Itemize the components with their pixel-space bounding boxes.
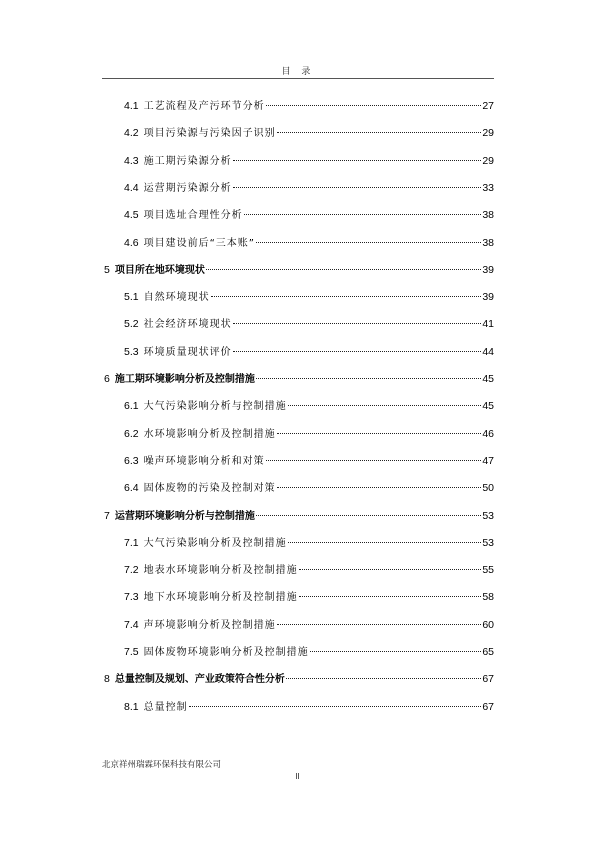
toc-dot-leader: [256, 378, 481, 379]
toc-chapter-entry[interactable]: [104, 372, 494, 386]
toc-entry-number: 5.2: [124, 318, 139, 331]
toc-dot-leader: [266, 105, 482, 106]
toc-dot-leader: [256, 515, 481, 516]
toc-entry-page: 33: [482, 181, 494, 194]
toc-entry-title: 施工期污染源分析: [143, 155, 232, 167]
toc-entry-page: 67: [482, 700, 494, 713]
page-header-title: 目 录: [281, 67, 315, 77]
toc-entry-page: 60: [482, 618, 494, 631]
toc-entry-number: 6.1: [124, 400, 139, 413]
toc-section-entry[interactable]: [124, 290, 494, 304]
toc-dot-leader: [266, 460, 482, 461]
toc-entry-number: 6: [104, 373, 110, 385]
toc-entry-page: 53: [482, 509, 494, 522]
toc-chapter-entry[interactable]: [104, 672, 494, 686]
toc-dot-leader: [256, 242, 481, 243]
toc-entry-title: 社会经济环境现状: [143, 319, 232, 331]
toc-entry-number: 6.2: [124, 427, 139, 440]
toc-chapter-entry[interactable]: [104, 263, 494, 277]
toc-entry-title: 总量控制: [143, 701, 188, 713]
toc-dot-leader: [310, 651, 482, 652]
toc-entry-number: 5.3: [124, 345, 139, 358]
toc-section-entry[interactable]: [124, 208, 494, 222]
toc-entry-page: 38: [482, 209, 494, 222]
toc-entry-number: 4.4: [124, 181, 139, 194]
toc-section-entry[interactable]: [124, 481, 494, 495]
toc-section-entry[interactable]: [124, 427, 494, 441]
toc-entry-page: 47: [482, 454, 494, 467]
toc-entry-title: 地下水环境影响分析及控制措施: [143, 592, 298, 604]
toc-entry-number: 8.1: [124, 700, 139, 713]
toc-entry-page: 39: [482, 263, 494, 276]
toc-dot-leader: [288, 405, 482, 406]
toc-entry-page: 45: [482, 373, 494, 385]
toc-dot-leader: [277, 132, 482, 133]
toc-entry-number: 7.4: [124, 618, 139, 631]
toc-entry-title: 项目污染源与污染因子识别: [143, 128, 276, 140]
toc-section-entry[interactable]: [124, 645, 494, 659]
toc-entry-number: 5.1: [124, 291, 139, 304]
toc-entry-number: 4.1: [124, 100, 139, 112]
toc-dot-leader: [233, 187, 482, 188]
toc-section-entry[interactable]: [124, 317, 494, 331]
toc-entry-number: 6.3: [124, 454, 139, 467]
toc-entry-page: 67: [482, 673, 494, 686]
toc-dot-leader: [206, 269, 481, 270]
toc-entry-number: 7.1: [124, 536, 139, 549]
toc-entry-page: 44: [482, 345, 494, 358]
toc-section-entry[interactable]: [124, 99, 494, 113]
toc-entry-number: 7.5: [124, 646, 139, 658]
toc-entry-number: 5: [104, 263, 110, 276]
toc-entry-title: 声环境影响分析及控制措施: [143, 619, 276, 631]
toc-section-entry[interactable]: [124, 618, 494, 632]
toc-section-entry[interactable]: [124, 399, 494, 413]
toc-section-entry[interactable]: [124, 590, 494, 604]
toc-dot-leader: [299, 596, 482, 597]
toc-section-entry[interactable]: [124, 454, 494, 468]
toc-entry-page: 58: [482, 591, 494, 604]
toc-dot-leader: [233, 323, 482, 324]
toc-dot-leader: [189, 706, 482, 707]
toc-entry-title: 环境质量现状评价: [143, 346, 232, 358]
toc-dot-leader: [286, 678, 481, 679]
toc-dot-leader: [299, 569, 482, 570]
toc-entry-title: 项目建设前后“三本账”: [143, 237, 255, 249]
toc-entry-title: 项目选址合理性分析: [143, 210, 243, 222]
toc-entry-page: 39: [482, 291, 494, 304]
toc-entry-number: 8: [104, 673, 110, 686]
toc-entry-page: 29: [482, 154, 494, 167]
toc-entry-number: 4.3: [124, 154, 139, 167]
toc-entry-page: 53: [482, 536, 494, 549]
footer-company: 北京祥州瑞霖环保科技有限公司: [102, 760, 222, 770]
toc-entry-title: 工艺流程及产污环节分析: [143, 101, 265, 112]
toc-entry-page: 50: [482, 482, 494, 495]
toc-section-entry[interactable]: [124, 536, 494, 550]
toc-entry-title: 大气污染影响分析与控制措施: [143, 401, 287, 413]
toc-entry-title: 施工期环境影响分析及控制措施: [114, 374, 255, 385]
toc-dot-leader: [277, 624, 482, 625]
toc-entry-title: 运营期环境影响分析与控制措施: [114, 510, 255, 522]
toc-section-entry[interactable]: [124, 126, 494, 140]
toc-section-entry[interactable]: [124, 563, 494, 577]
toc-entry-page: 46: [482, 427, 494, 440]
toc-entry-title: 自然环境现状: [143, 292, 210, 304]
header-rule: [102, 78, 494, 79]
toc-entry-page: 41: [482, 318, 494, 331]
toc-entry-number: 7: [104, 509, 110, 522]
toc-dot-leader: [233, 351, 482, 352]
toc-entry-title: 项目所在地环境现状: [114, 264, 205, 276]
toc-entry-title: 固体废物环境影响分析及控制措施: [143, 647, 309, 658]
toc-entry-number: 7.3: [124, 591, 139, 604]
toc-entry-page: 55: [482, 564, 494, 577]
toc-entry-page: 65: [482, 646, 494, 658]
toc-chapter-entry[interactable]: [104, 509, 494, 523]
toc-entry-number: 6.4: [124, 482, 139, 495]
toc-entry-title: 水环境影响分析及控制措施: [143, 428, 276, 440]
toc-entry-page: 45: [482, 400, 494, 413]
toc-entry-title: 地表水环境影响分析及控制措施: [143, 565, 298, 577]
toc-section-entry[interactable]: [124, 181, 494, 195]
toc-section-entry[interactable]: [124, 236, 494, 250]
toc-entry-title: 固体废物的污染及控制对策: [143, 483, 276, 495]
toc-dot-leader: [211, 296, 482, 297]
toc-dot-leader: [277, 433, 482, 434]
toc-entry-page: 38: [482, 236, 494, 249]
toc-entry-number: 4.6: [124, 236, 139, 249]
toc-dot-leader: [288, 542, 482, 543]
toc-entry-title: 噪声环境影响分析和对策: [143, 455, 265, 467]
toc-entry-number: 4.5: [124, 209, 139, 222]
toc-dot-leader: [277, 487, 482, 488]
toc-section-entry[interactable]: [124, 700, 494, 714]
toc-entry-number: 7.2: [124, 564, 139, 577]
toc-entry-title: 总量控制及规划、产业政策符合性分析: [114, 674, 285, 686]
toc-entry-title: 大气污染影响分析及控制措施: [143, 537, 287, 549]
toc-dot-leader: [233, 160, 482, 161]
toc-section-entry[interactable]: [124, 154, 494, 168]
toc-entry-page: 27: [482, 100, 494, 112]
toc-entry-title: 运营期污染源分析: [143, 182, 232, 194]
footer-page-number: II: [295, 772, 300, 781]
toc-section-entry[interactable]: [124, 345, 494, 359]
toc-entry-number: 4.2: [124, 127, 139, 140]
toc-dot-leader: [244, 214, 482, 215]
toc-entry-page: 29: [482, 127, 494, 140]
